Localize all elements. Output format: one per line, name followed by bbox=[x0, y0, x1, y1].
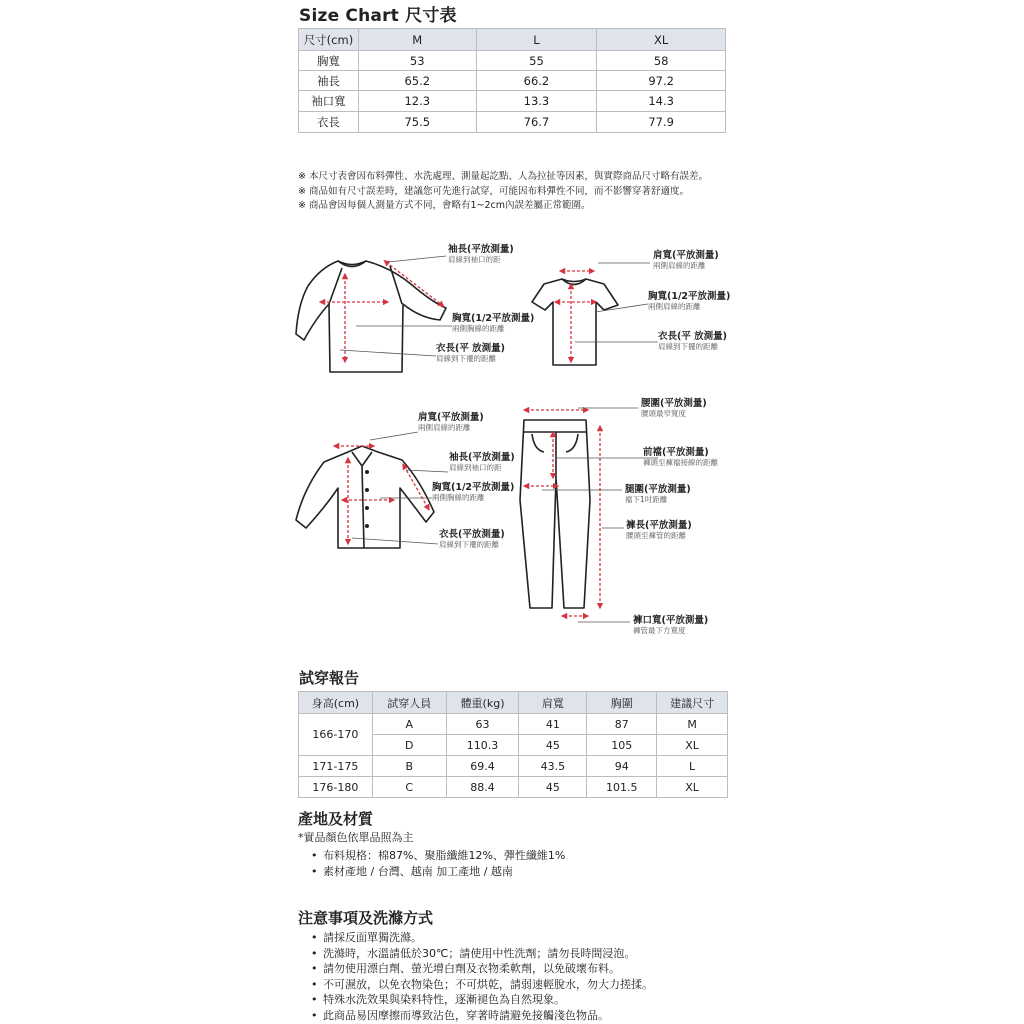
pants-waist-label bbox=[641, 398, 707, 419]
fitting-height-cell: 176-180 bbox=[299, 777, 373, 798]
list-item: • 此商品易因摩擦而導致沾色，穿著時請避免接觸淺色物品。 bbox=[311, 1008, 653, 1024]
fitting-cell: 101.5 bbox=[587, 777, 657, 798]
label-title: 袖長(平放測量) bbox=[449, 452, 515, 463]
fitting-title: 試穿報告 bbox=[299, 669, 360, 687]
label-title: 腰圍(平放測量) bbox=[641, 398, 707, 409]
fitting-header-cell: 體重(kg) bbox=[446, 692, 519, 714]
label-title: 胸寬(1/2平放測量) bbox=[432, 482, 515, 493]
label-title: 衣長(平放測量) bbox=[439, 529, 505, 540]
raglan-length-label bbox=[436, 343, 505, 364]
size-chart-cell: 胸寬 bbox=[299, 51, 359, 71]
size-chart-header-cell: L bbox=[476, 29, 597, 51]
fitting-cell: XL bbox=[657, 777, 728, 798]
fitting-cell: 88.4 bbox=[446, 777, 519, 798]
label-sub: 肩線到袖口的距 bbox=[448, 255, 501, 264]
fitting-header-cell: 身高(cm) bbox=[299, 692, 373, 714]
pants-rise-label bbox=[643, 447, 718, 468]
size-chart-cell: 66.2 bbox=[476, 71, 597, 91]
size-chart-header-cell: XL bbox=[597, 29, 726, 51]
fitting-height-cell: 166-170 bbox=[299, 714, 373, 756]
pants-length-label bbox=[626, 520, 692, 541]
fitting-header-cell: 建議尺寸 bbox=[657, 692, 728, 714]
fitting-header-row bbox=[299, 692, 728, 714]
note-line: ※ 本尺寸表會因布料彈性、水洗處理、測量起訖點、人為拉扯等因素，與實際商品尺寸略有誤差。 bbox=[298, 171, 708, 182]
list-item: • 請採反面單獨洗滌。 bbox=[311, 930, 653, 946]
shirt-length-label bbox=[439, 529, 505, 550]
fitting-cell: 69.4 bbox=[446, 756, 519, 777]
care-title: 注意事項及洗滌方式 bbox=[298, 909, 434, 927]
fitting-height-cell: 171-175 bbox=[299, 756, 373, 777]
fitting-cell: 43.5 bbox=[519, 756, 587, 777]
size-chart-cell: 77.9 bbox=[597, 112, 726, 133]
raglan-chest-label bbox=[452, 313, 534, 334]
size-chart-cell: 袖長 bbox=[299, 71, 359, 91]
label-title: 肩寬(平放測量) bbox=[418, 412, 484, 423]
fitting-row bbox=[299, 714, 728, 735]
pants-drawing bbox=[520, 420, 590, 608]
label-title: 肩寬(平放測量) bbox=[653, 250, 719, 261]
size-chart-cell: 75.5 bbox=[358, 112, 476, 133]
label-title: 腿圍(平放測量) bbox=[625, 484, 691, 495]
fitting-header-cell: 試穿人員 bbox=[372, 692, 446, 714]
tshirt-drawing bbox=[532, 279, 618, 365]
fitting-cell: M bbox=[657, 714, 728, 735]
label-title: 胸寬(1/2平放測量) bbox=[452, 313, 535, 324]
list-item: • 請勿使用漂白劑、螢光增白劑及衣物柔軟劑，以免破壞布料。 bbox=[311, 961, 653, 977]
label-title: 褲口寬(平放測量) bbox=[633, 615, 709, 626]
fitting-header-cell: 肩寬 bbox=[519, 692, 587, 714]
fitting-cell: 45 bbox=[519, 735, 587, 756]
fitting-cell: 87 bbox=[587, 714, 657, 735]
size-chart-header-cell: M bbox=[358, 29, 476, 51]
size-chart-cell: 76.7 bbox=[476, 112, 597, 133]
size-chart-cell: 13.3 bbox=[476, 91, 597, 112]
tshirt-length-label bbox=[658, 331, 727, 352]
fitting-cell: 45 bbox=[519, 777, 587, 798]
label-title: 衣長(平 放測量) bbox=[436, 343, 505, 354]
size-chart-cell: 65.2 bbox=[358, 71, 476, 91]
pants-thigh-label bbox=[625, 484, 691, 505]
label-sub: 兩側胸線的距離 bbox=[432, 493, 485, 502]
fitting-cell: XL bbox=[657, 735, 728, 756]
label-sub: 兩側肩線的距離 bbox=[418, 423, 471, 432]
fitting-cell: 63 bbox=[446, 714, 519, 735]
care-list bbox=[311, 930, 653, 1023]
label-sub: 肩線到下襬的距離 bbox=[439, 540, 499, 549]
shirt-shoulder-label bbox=[418, 412, 484, 433]
label-sub: 兩側胸線的距離 bbox=[452, 324, 505, 333]
fitting-row bbox=[299, 756, 728, 777]
fitting-table bbox=[298, 691, 728, 798]
size-chart-cell: 衣長 bbox=[299, 112, 359, 133]
size-chart-cell: 14.3 bbox=[597, 91, 726, 112]
fitting-cell: 94 bbox=[587, 756, 657, 777]
label-sub: 肩線到下擺的距離 bbox=[658, 342, 718, 351]
tshirt-chest-label bbox=[648, 291, 730, 312]
list-item: • 特殊水洗效果與染料特性，逐漸褪色為自然現象。 bbox=[311, 992, 653, 1008]
origin-note: *實品顏色依單品照為主 bbox=[298, 831, 414, 844]
label-sub: 腰頭至褲管的距離 bbox=[626, 531, 686, 540]
size-chart-cell: 53 bbox=[358, 51, 476, 71]
size-chart-cell: 55 bbox=[476, 51, 597, 71]
fitting-row bbox=[299, 777, 728, 798]
label-sub: 褲管最下方寬度 bbox=[633, 626, 686, 635]
label-sub: 肩線到下襬的距離 bbox=[436, 354, 496, 363]
label-sub: 兩側肩線的距離 bbox=[653, 261, 706, 270]
shirt-chest-label bbox=[432, 482, 514, 503]
list-item: • 布料規格：棉87%、聚脂纖維12%、彈性纖維1% bbox=[311, 848, 565, 864]
origin-list bbox=[311, 848, 565, 879]
dress-shirt-drawing bbox=[296, 446, 434, 548]
size-chart-title: Size Chart 尺寸表 bbox=[299, 6, 457, 26]
size-chart-cell: 袖口寬 bbox=[299, 91, 359, 112]
size-chart-cell: 58 bbox=[597, 51, 726, 71]
fitting-cell: A bbox=[372, 714, 446, 735]
label-sub: 褲頭至褲襠接線的距離 bbox=[643, 458, 718, 467]
list-item: • 素材產地 / 台灣、越南 加工產地 / 越南 bbox=[311, 864, 565, 880]
raglan-sleeve-label bbox=[448, 244, 514, 265]
list-item: • 洗滌時，水溫請低於30℃；請使用中性洗劑；請勿長時間浸泡。 bbox=[311, 946, 653, 962]
label-title: 褲長(平放測量) bbox=[626, 520, 692, 531]
label-title: 衣長(平 放測量) bbox=[658, 331, 727, 342]
fitting-cell: 110.3 bbox=[446, 735, 519, 756]
fitting-cell: B bbox=[372, 756, 446, 777]
fitting-cell: D bbox=[372, 735, 446, 756]
label-sub: 兩側肩線的距離 bbox=[648, 302, 701, 311]
label-sub: 肩線到袖口的距 bbox=[449, 463, 502, 472]
fitting-cell: 105 bbox=[587, 735, 657, 756]
shirt-sleeve-label bbox=[449, 452, 515, 473]
fitting-cell: 41 bbox=[519, 714, 587, 735]
label-title: 袖長(平放測量) bbox=[448, 244, 514, 255]
size-chart-cell: 12.3 bbox=[358, 91, 476, 112]
tshirt-shoulder-label bbox=[653, 250, 719, 271]
label-sub: 襠下1吋距離 bbox=[625, 495, 668, 504]
size-chart-cell: 97.2 bbox=[597, 71, 726, 91]
fitting-header-cell: 胸圍 bbox=[587, 692, 657, 714]
origin-title: 產地及材質 bbox=[298, 810, 374, 828]
list-item: • 不可濕放，以免衣物染色；不可烘乾，請弱速輕脫水，勿大力搓揉。 bbox=[311, 977, 653, 993]
fitting-cell: C bbox=[372, 777, 446, 798]
fitting-cell: L bbox=[657, 756, 728, 777]
label-title: 胸寬(1/2平放測量) bbox=[648, 291, 731, 302]
label-sub: 腰頭最窄寬度 bbox=[641, 409, 686, 418]
note-line: ※ 商品會因每個人測量方式不同，會略有1~2cm內誤差屬正常範圍。 bbox=[298, 200, 591, 211]
note-line: ※ 商品如有尺寸誤差時，建議您可先進行試穿，可能因布料彈性不同，而不影響穿著舒適度。 bbox=[298, 185, 689, 197]
size-chart-header-cell: 尺寸(cm) bbox=[299, 29, 359, 51]
label-title: 前襠(平放測量) bbox=[643, 447, 709, 458]
pants-hem-label bbox=[633, 615, 708, 636]
